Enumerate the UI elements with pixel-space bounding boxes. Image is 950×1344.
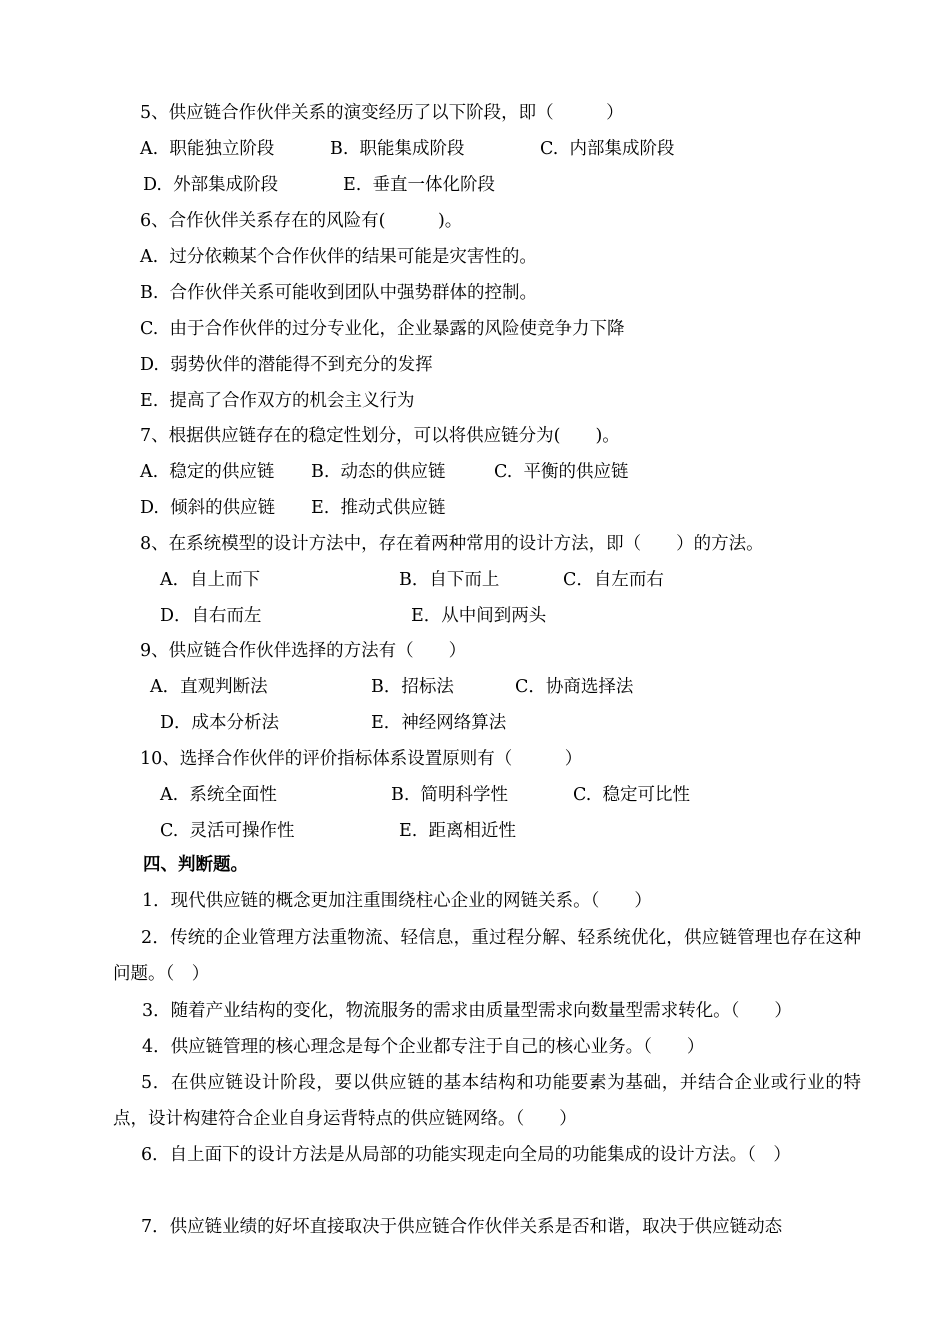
q8-option-d: D．自右而左 (160, 606, 262, 626)
q7-option-b: B. 动态的供应链 (311, 462, 446, 482)
q5-option-e: E. 垂直一体化阶段 (343, 175, 495, 195)
judgment-5: 5．在供应链设计阶段，要以供应链的基本结构和功能要素为基础，并结合企业或行业的特点，设计构建符合企业自身运背特点的供应链网络。（ ） (113, 1073, 861, 1129)
q5-option-a: A. 职能独立阶段 (140, 139, 275, 159)
q7-option-e: E. 推动式供应链 (311, 498, 446, 518)
q9-option-e: E．神经网络算法 (371, 713, 507, 733)
judgment-1: 1．现代供应链的概念更加注重围绕柱心企业的网链关系。（ ） (142, 891, 652, 911)
q10-option-c: C. 稳定可比性 (573, 785, 690, 805)
q8-option-a: A．自上而下 (160, 570, 261, 590)
q5-option-b: B. 职能集成阶段 (330, 139, 465, 159)
q9-option-a: A．直观判断法 (150, 677, 268, 697)
section-title-judgment: 四、判断题。 (143, 855, 248, 875)
question-10-stem: 10、选择合作伙伴的评价指标体系设置原则有（ ） (140, 749, 583, 769)
question-9-stem: 9、供应链合作伙伴选择的方法有（ ） (140, 641, 467, 661)
question-8-stem: 8、在系统模型的设计方法中，存在着两种常用的设计方法，即（ ）的方法。 (140, 534, 764, 554)
judgment-6: 6．自上面下的设计方法是从局部的功能实现走向全局的功能集成的设计方法。（ ） (141, 1145, 791, 1165)
q9-option-b: B．招标法 (371, 677, 454, 697)
judgment-4: 4．供应链管理的核心理念是每个企业都专注于自己的核心业务。（ ） (142, 1037, 705, 1057)
question-5-stem: 5、供应链合作伙伴关系的演变经历了以下阶段，即（ ） (140, 103, 624, 123)
q10-option-a: A. 系统全面性 (160, 785, 277, 805)
q6-option-a: A. 过分依赖某个合作伙伴的结果可能是灾害性的。 (140, 247, 537, 267)
judgment-3: 3．随着产业结构的变化，物流服务的需求由质量型需求向数量型需求转化。（ ） (142, 1001, 792, 1021)
q5-option-c: C. 内部集成阶段 (540, 139, 675, 159)
q5-option-d: D. 外部集成阶段 (143, 175, 279, 195)
q10-option-e: E. 距离相近性 (399, 821, 516, 841)
q6-option-c: C. 由于合作伙伴的过分专业化，企业暴露的风险使竞争力下降 (140, 319, 625, 339)
q8-option-e: E．从中间到两头 (411, 606, 547, 626)
q7-option-c: C. 平衡的供应链 (494, 462, 629, 482)
q9-option-d: D．成本分析法 (160, 713, 280, 733)
q6-option-d: D. 弱势伙伴的潜能得不到充分的发挥 (140, 355, 433, 375)
q10-option-b: B. 简明科学性 (391, 785, 509, 805)
q8-option-b: B．自下而上 (399, 570, 500, 590)
q7-option-a: A. 稳定的供应链 (140, 462, 275, 482)
judgment-7: 7．供应链业绩的好坏直接取决于供应链合作伙伴关系是否和谐，取决于供应链动态 (141, 1217, 783, 1237)
q7-option-d: D. 倾斜的供应链 (140, 498, 276, 518)
q6-option-b: B. 合作伙伴关系可能收到团队中强势群体的控制。 (140, 283, 538, 303)
question-7-stem: 7、根据供应链存在的稳定性划分，可以将供应链分为( )。 (140, 426, 620, 446)
q10-option-d: C. 灵活可操作性 (160, 821, 295, 841)
q8-option-c: C．自左而右 (563, 570, 664, 590)
q6-option-e: E. 提高了合作双方的机会主义行为 (140, 391, 415, 411)
q9-option-c: C．协商选择法 (515, 677, 634, 697)
judgment-2: 2．传统的企业管理方法重物流、轻信息，重过程分解、轻系统优化，供应链管理也存在这种问题。（ ） (113, 928, 861, 984)
question-6-stem: 6、合作伙伴关系存在的风险有( )。 (140, 211, 463, 231)
